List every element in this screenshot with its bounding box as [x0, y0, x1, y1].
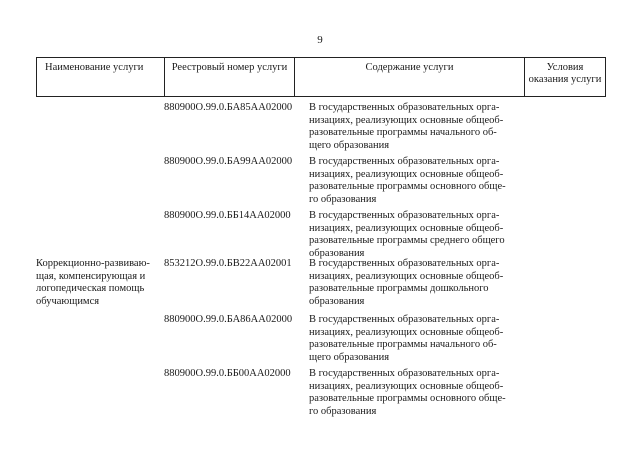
content-line: щего образования — [309, 139, 390, 151]
page-number: 9 — [317, 34, 323, 46]
registry-number: 880900О.99.0.БА85АА02000 — [164, 102, 293, 113]
content-line: разовательные программы основного обще- — [309, 393, 506, 404]
service-content — [309, 156, 521, 206]
table-header — [36, 57, 606, 97]
content-line: В государственных образовательных орга- — [309, 314, 500, 325]
content-line: низациях, реализующих основные общеоб- — [309, 380, 504, 392]
service-name-line: обучающимся — [36, 295, 100, 307]
header-service-conditions: Условия оказания услуги — [528, 62, 602, 85]
registry-number: 880900О.99.0.ББ14АА02000 — [164, 210, 291, 221]
content-line: В государственных образовательных орга- — [309, 102, 500, 113]
content-line: низациях, реализующих основные общеоб- — [309, 168, 504, 180]
content-line: В государственных образовательных орга- — [309, 368, 500, 379]
service-content — [309, 210, 521, 260]
content-line: низациях, реализующих основные общеоб- — [309, 222, 504, 234]
registry-number: 880900О.99.0.ББ00АА02000 — [164, 368, 291, 379]
service-name — [36, 258, 159, 308]
content-line: низациях, реализующих основные общеоб- — [309, 270, 504, 282]
content-line: В государственных образовательных орга- — [309, 258, 500, 269]
service-content — [309, 368, 521, 418]
content-line: образования — [309, 295, 365, 307]
content-line: низациях, реализующих основные общеоб- — [309, 114, 504, 126]
registry-number: 853212О.99.0.БВ22АА02001 — [164, 258, 292, 269]
content-line: го образования — [309, 193, 377, 205]
service-name-line: щая, компенсирующая и — [36, 270, 146, 282]
content-line: В государственных образовательных орга- — [309, 156, 500, 167]
service-name-line: логопедическая помощь — [36, 283, 145, 294]
header-service-content: Содержание услуги — [295, 58, 525, 96]
content-line: разовательные программы среднего общего — [309, 235, 505, 246]
header-service-name: Наименование услуги — [37, 58, 165, 96]
content-line: разовательные программы основного обще- — [309, 181, 506, 192]
service-content — [309, 258, 521, 308]
content-line: щего образования — [309, 351, 390, 363]
content-line: разовательные программы начального об- — [309, 339, 497, 350]
service-name-line: Коррекционно-развиваю- — [36, 258, 150, 269]
content-line: разовательные программы дошкольного — [309, 283, 489, 294]
content-line: низациях, реализующих основные общеоб- — [309, 326, 504, 338]
header-registry-number: Реестровый номер услуги — [165, 58, 295, 96]
service-content — [309, 102, 521, 152]
content-line: В государственных образовательных орга- — [309, 210, 500, 221]
service-content — [309, 314, 521, 364]
content-line: разовательные программы начального об- — [309, 127, 497, 138]
registry-number: 880900О.99.0.БА86АА02000 — [164, 314, 293, 325]
content-line: го образования — [309, 405, 377, 417]
registry-number: 880900О.99.0.БА99АА02000 — [164, 156, 293, 167]
content-line: образования — [309, 247, 365, 259]
